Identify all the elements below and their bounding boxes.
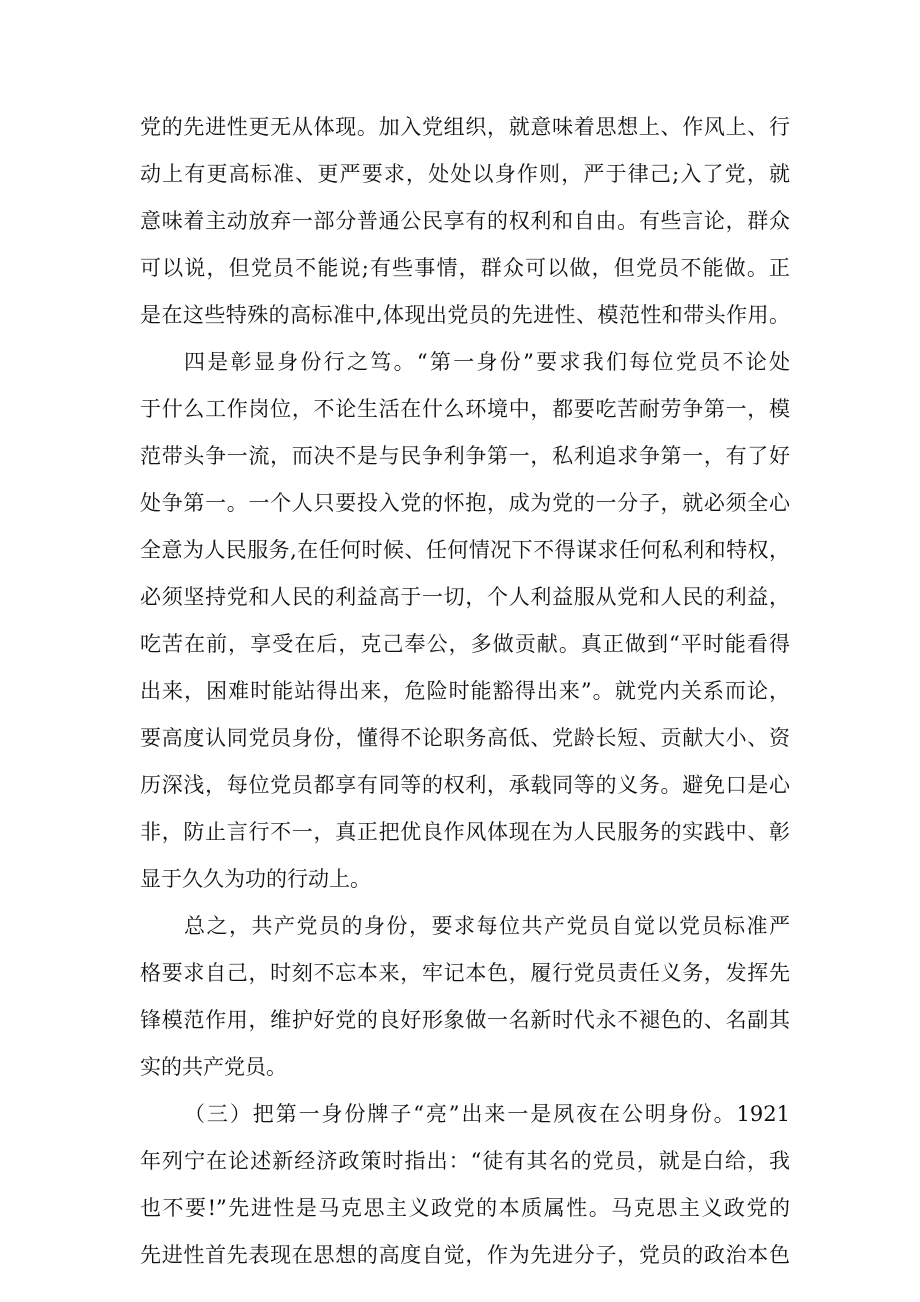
text-line: 党的先进性更无从体现。加入党组织，就意味着思想上、作风上、行	[140, 115, 790, 139]
paragraph-2	[140, 339, 790, 903]
text-line: 锋模范作用，维护好党的良好形象做一名新时代永不褪色的、名副其	[140, 1008, 790, 1032]
text-line: 四是彰显身份行之笃。“第一身份”要求我们每位党员不论处	[184, 350, 790, 374]
text-line: 可以说，但党员不能说;有些事情，群众可以做，但党员不能做。正	[140, 256, 790, 280]
paragraph-3	[140, 903, 790, 1091]
text-line: 显于久久为功的行动上。	[140, 867, 371, 891]
text-line: 出来，困难时能站得出来，危险时能豁得出来”。就党内关系而论，	[140, 679, 790, 703]
body-text	[140, 104, 790, 1279]
text-line: 历深浅，每位党员都享有同等的权利，承载同等的义务。避免口是心	[140, 773, 790, 797]
paragraph-4	[140, 1091, 790, 1279]
text-line: 必须坚持党和人民的利益高于一切，个人利益服从党和人民的利益，	[140, 585, 790, 609]
text-line: 吃苦在前，享受在后，克己奉公，多做贡献。真正做到“平时能看得	[140, 632, 790, 656]
text-line: 实的共产党员。	[140, 1055, 287, 1079]
text-line: 意味着主动放弃一部分普通公民享有的权利和自由。有些言论，群众	[140, 209, 790, 233]
text-line: 也不要!”先进性是马克思主义政党的本质属性。马克思主义政党的	[140, 1196, 790, 1220]
text-line: 于什么工作岗位，不论生活在什么环境中，都要吃苦耐劳争第一，模	[140, 397, 790, 421]
text-line: 动上有更高标准、更严要求，处处以身作则，严于律己;入了党，就	[140, 162, 790, 186]
text-line: 处争第一。一个人只要投入党的怀抱，成为党的一分子，就必须全心	[140, 491, 790, 515]
text-line: （三）把第一身份牌子“亮”出来一是夙夜在公明身份。1921	[184, 1102, 790, 1126]
text-line: 总之，共产党员的身份，要求每位共产党员自觉以党员标准严	[184, 914, 790, 938]
text-line: 是在这些特殊的高标准中,体现出党员的先进性、模范性和带头作用。	[140, 303, 790, 327]
text-line: 范带头争一流，而决不是与民争利争第一，私利追求争第一，有了好	[140, 444, 790, 468]
text-line: 格要求自己，时刻不忘本来，牢记本色，履行党员责任义务，发挥先	[140, 961, 790, 985]
text-line: 全意为人民服务,在任何时候、任何情况下不得谋求任何私利和特权，	[140, 538, 790, 562]
text-line: 先进性首先表现在思想的高度自觉，作为先进分子，党员的政治本色	[140, 1243, 790, 1267]
paragraph-1	[140, 104, 790, 339]
text-line: 非，防止言行不一，真正把优良作风体现在为人民服务的实践中、彰	[140, 820, 790, 844]
text-line: 年列宁在论述新经济政策时指出：“徒有其名的党员，就是白给，我	[140, 1149, 790, 1173]
text-line: 要高度认同党员身份，懂得不论职务高低、党龄长短、贡献大小、资	[140, 726, 790, 750]
